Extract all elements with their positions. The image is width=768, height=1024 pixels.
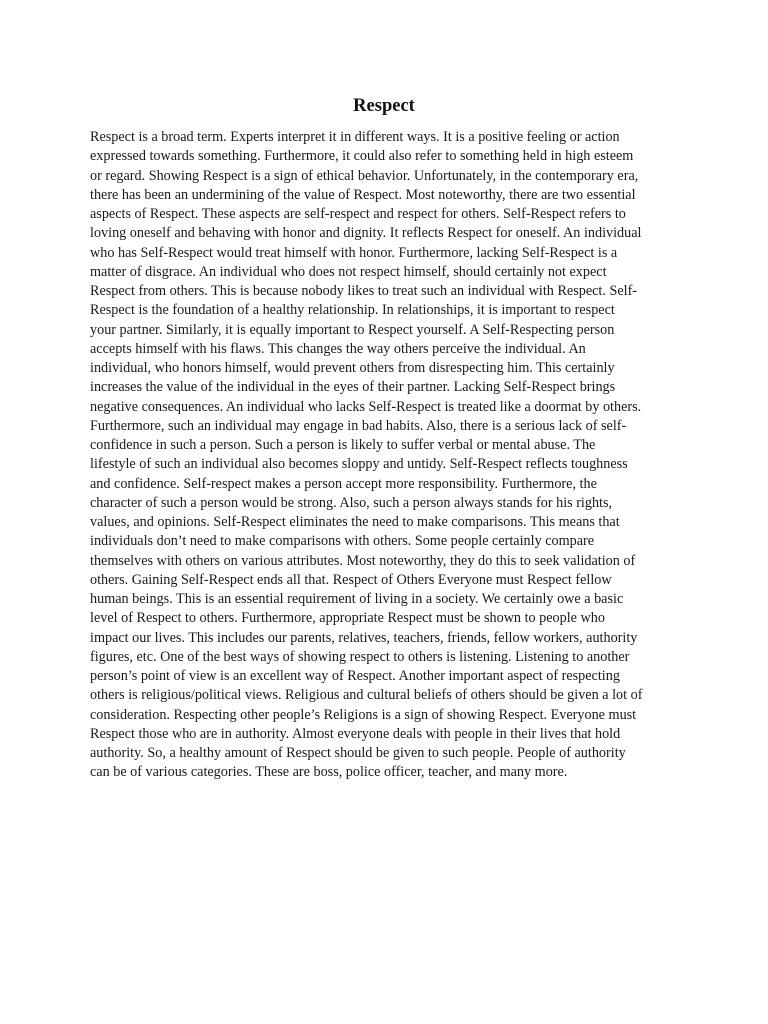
document-line: accepts himself with his flaws. This changes the way others perceive the individual. An — [90, 340, 586, 357]
document-line: individuals don’t need to make comparisons with others. Some people certainly compare — [90, 533, 595, 550]
document-line: confidence in such a person. Such a person is likely to suffer verbal or mental abuse. The — [90, 437, 596, 453]
document-line: impact our lives. This includes our parents, relatives, teachers, friends, fellow workers, authority — [90, 629, 638, 646]
document-line: themselves with others on various attributes. Most noteworthy, they do this to seek validation of — [90, 552, 636, 569]
document-line: and confidence. Self-respect makes a person accept more responsibility. Furthermore, the — [90, 475, 597, 492]
document-line: values, and opinions. Self-Respect eliminates the need to make comparisons. This means that — [90, 514, 620, 530]
document-line: lifestyle of such an individual also becomes sloppy and untidy. Self-Respect reflects toughness — [90, 456, 628, 473]
document-line: can be of various categories. These are boss, police officer, teacher, and many more. — [90, 764, 568, 781]
document-line: others. Gaining Self-Respect ends all that. Respect of Others Everyone must Respect fellow — [90, 571, 612, 588]
document-line: individual, who honors himself, would prevent others from disrespecting him. This certainly — [90, 360, 615, 376]
document-line: there has been an undermining of the value of Respect. Most noteworthy, there are two essential — [90, 186, 636, 203]
document-line: aspects of Respect. These aspects are self-respect and respect for others. Self-Respect refers to — [90, 206, 626, 222]
document-line: increases the value of the individual in the eyes of their partner. Lacking Self-Respect brings — [90, 379, 616, 396]
document-line: consideration. Respecting other people’s Religions is a sign of showing Respect. Everyone must — [90, 706, 637, 723]
document-line: loving oneself and behaving with honor and dignity. It reflects Respect for oneself. An individual — [90, 225, 642, 242]
document-line: expressed towards something. Furthermore, it could also refer to something held in high esteem — [90, 148, 634, 165]
document-line: human beings. This is an essential requirement of living in a society. We certainly owe a basic — [90, 591, 624, 607]
document-line: Furthermore, such an individual may engage in bad habits. Also, there is a serious lack of self- — [90, 417, 627, 434]
document-line: Respect is the foundation of a healthy relationship. In relationships, it is important to respect — [90, 302, 615, 319]
document-line: Respect from others. This is because nobody likes to treat such an individual with Respect. Self- — [90, 283, 638, 299]
document-line: matter of disgrace. An individual who does not respect himself, should certainly not expect — [90, 263, 607, 280]
document-body — [90, 128, 690, 783]
document-line: Respect is a broad term. Experts interpret it in different ways. It is a positive feeling or action — [90, 129, 620, 145]
document-line: character of such a person would be strong. Also, such a person always stands for his rights, — [90, 494, 613, 511]
document-line: your partner. Similarly, it is equally important to Respect yourself. A Self-Respecting person — [90, 321, 615, 338]
document-line: who has Self-Respect would treat himself with honor. Furthermore, lacking Self-Respect is a — [90, 244, 618, 261]
document-line: authority. So, a healthy amount of Respect should be given to such people. People of authority — [90, 745, 626, 761]
document-line: person’s point of view is an excellent way of Respect. Another important aspect of respecting — [90, 668, 620, 684]
document-line: others is religious/political views. Religious and cultural beliefs of others should be given a lot of — [90, 687, 643, 704]
document-line: or regard. Showing Respect is a sign of ethical behavior. Unfortunately, in the contemporary era, — [90, 167, 639, 184]
document-title: Respect — [353, 96, 415, 116]
document-line: figures, etc. One of the best ways of showing respect to others is listening. Listening to another — [90, 648, 630, 665]
document-line: level of Respect to others. Furthermore, appropriate Respect must be shown to people who — [90, 610, 605, 627]
document-line: negative consequences. An individual who lacks Self-Respect is treated like a doormat by others. — [90, 398, 642, 415]
document-line: Respect those who are in authority. Almost everyone deals with people in their lives that hold — [90, 725, 621, 742]
